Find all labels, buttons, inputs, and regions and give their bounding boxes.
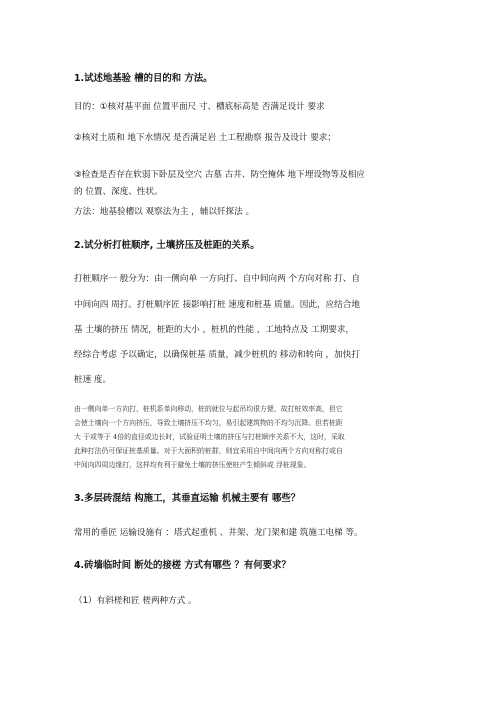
note-line-1: 由一侧向单一方向打，桩机系单向移动，桩的就位与起吊均很方便，故打桩效率高，但它 <box>74 405 343 413</box>
para2-line-5: 桩速 度。 <box>74 375 112 385</box>
heading-question-1: 1.试述地基验 槽的目的和 方法。 <box>74 73 213 84</box>
para3-line-1: 常用的垂匠 运输设施有 ：塔式起重机 、井架、龙门架和建 筑施工电梯 等。 <box>74 528 363 538</box>
para2-line-3: 基 土壤的挤压 情况，桩距的大小 ，桩机的性能 ，工地特点及 工期要求， <box>74 325 355 335</box>
note-line-2: 会使土壤向一个方向挤压，导致土壤挤压不均匀，易引起建筑物的不均匀沉降。但若桩距 <box>74 419 343 427</box>
note-line-4: 此种打法仍可保证桩基质量。对于大面积的桩群，则宜采用自中间向两个方向对称打或自 <box>74 447 343 455</box>
purpose-line-3a: ③检查是否存在软弱下卧层及空穴 古墓 古井、防空掩体 地下埋设物等及相应 <box>74 170 365 180</box>
para2-line-4: 经综合考虑 予以确定，以确保桩基 质量，减少桩机的 移动和转向 ，加快打 <box>74 350 360 360</box>
para2-line-1: 打桩顺序一 般分为：由一侧向单 一方向打、自中间向两 个方向对称 打、自 <box>74 274 360 284</box>
heading-question-2: 2.试分析打桩顺序, 土壤挤压及桩距的关系。 <box>74 240 260 251</box>
heading-question-4: 4.砖墙临时间 断处的接槎 方式有哪些 ？有何要求？ <box>74 560 291 571</box>
para4-line-1: （1）有斜槎和匠 槎两种方式 。 <box>74 596 197 606</box>
note-line-5: 中间向四周边缘打，这样均有利于避免土壤的挤压使桩产生倾斜或 浮桩现象。 <box>74 461 311 469</box>
purpose-line-3b: 的 位置、深度、性状。 <box>74 187 163 197</box>
note-line-3: 大 于或等于 4倍的直径或边长时，试验证明土壤的挤压与打桩顺序关系不大，这时，采取 <box>74 433 345 441</box>
purpose-line-1: 目的：①核对基平面 位置平面尺 寸、槽底标高是 否满足设计 要求 <box>74 102 325 112</box>
para2-line-2: 中间向四 周打。打桩顺序匠 接影响打桩 速度和桩基 质量。因此，应结合地 <box>74 300 360 310</box>
purpose-line-2: ②核对土质和 地下水情况 是否满足岩 土工程勘察 报告及设计 要求； <box>74 133 336 143</box>
method-line: 方法：地基验槽以 观察法为主 ，辅以钎探法 。 <box>74 207 255 217</box>
heading-question-3: 3.多层砖混结 构施工，其垂直运输 机械主要有 哪些？ <box>74 493 301 504</box>
